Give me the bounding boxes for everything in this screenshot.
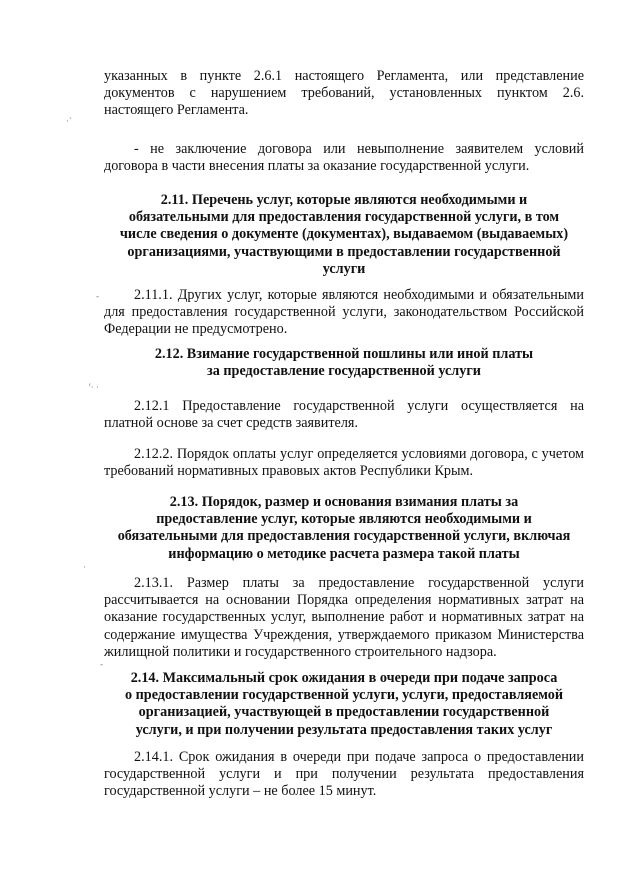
paragraph-2-11-1 [104,287,584,339]
bullet-contract-text: - не заключение договора или невыполнение заявителем условий договора в части внесения платы за оказание государственной услуги. [104,141,584,175]
section-2-12-heading-line-1: 2.12. Взимание государственной пошлины или иной платы [154,346,534,362]
scan-speck-5: - [100,659,103,669]
section-2-13-heading-line-4: информацию о методике расчета размера такой платы [168,545,520,562]
section-2-13-heading-line-3: обязательными для предоставления государственной услуги, включая [117,528,571,545]
section-2-12-heading [104,346,584,380]
paragraph-2-14-1-text: 2.14.1. Срок ожидания в очереди при подаче запроса о предоставлении государственной услуги и при получении результата предоставления государственной услуги – не более 15 минут. [104,749,584,800]
section-2-14-heading [100,670,588,739]
paragraph-2-12-2-text: 2.12.2. Порядок оплаты услуг определяется условиями договора, с учетом требований нормативных правовых актов Республики Крым. [104,446,584,480]
section-2-12-heading-line-2: за предоставление государственной услуги [207,363,481,380]
section-2-11-heading [104,192,584,278]
scan-speck-4: · [83,562,86,572]
section-2-13-heading-line-1: 2.13. Порядок, размер и основания взимания платы за [169,494,519,510]
paragraph-2-11-1-text: 2.11.1. Других услуг, которые являются необходимыми и обязательными для предоставления государственной услуги, законодательством Российской Федерации не предусмотрено. [104,287,584,338]
section-2-11-heading-line-1: 2.11. Перечень услуг, которые являются необходимыми и [160,192,528,208]
section-2-11-heading-line-3: числе сведения о документе (документах), выдаваемом (выдаваемых) [119,226,569,243]
section-2-11-heading-line-2: обязательными для предоставления государственной услуги, в том [128,209,560,226]
paragraph-2-12-2 [104,446,584,480]
paragraph-2-13-1 [104,575,584,661]
section-2-14-heading-line-4: услуги, и при получении результата предоставления таких услуг [135,721,553,738]
paragraph-2-12-1 [104,398,584,432]
paragraph-2-12-1-text: 2.12.1 Предоставление государственной услуги осуществляется на платной основе за счет средств заявителя. [104,398,584,432]
scan-speck-3: ꞌ· · [89,382,99,392]
paragraph-2-13-1-text: 2.13.1. Размер платы за предоставление государственной услуги рассчитывается на основании Порядка определения нормативных затрат на оказание государственных услуг, выполнение работ и нормативных затрат на содержание имущества Учреждения, утверждаемого приказом Министерства жилищной политики и государственного строительного надзора. [104,575,584,660]
paragraph-2-14-1 [104,749,584,801]
scan-speck-1: ·` [66,116,72,126]
section-2-14-heading-line-3: организацией, участвующей в предоставлении государственной [138,704,550,721]
section-2-14-heading-line-1: 2.14. Максимальный срок ожидания в очереди при подаче запроса [130,670,558,686]
bullet-contract-paragraph [104,141,584,175]
section-2-13-heading [104,494,584,563]
section-2-11-heading-line-4: организациями, участвующими в предоставлении государственной [127,243,561,260]
section-2-11-heading-line-5: услуги [322,260,366,277]
section-2-14-heading-line-2: о предоставлении государственной услуги, услуги, предоставляемой [124,687,564,704]
continuation-paragraph: указанных в пункте 2.6.1 настоящего Регламента, или представление документов с нарушением требований, установленных пунктом 2.6. настоящего Регламента. [104,68,584,119]
scan-speck-2: - [96,291,99,301]
section-2-13-heading-line-2: предоставление услуг, которые являются необходимыми и [156,511,532,528]
